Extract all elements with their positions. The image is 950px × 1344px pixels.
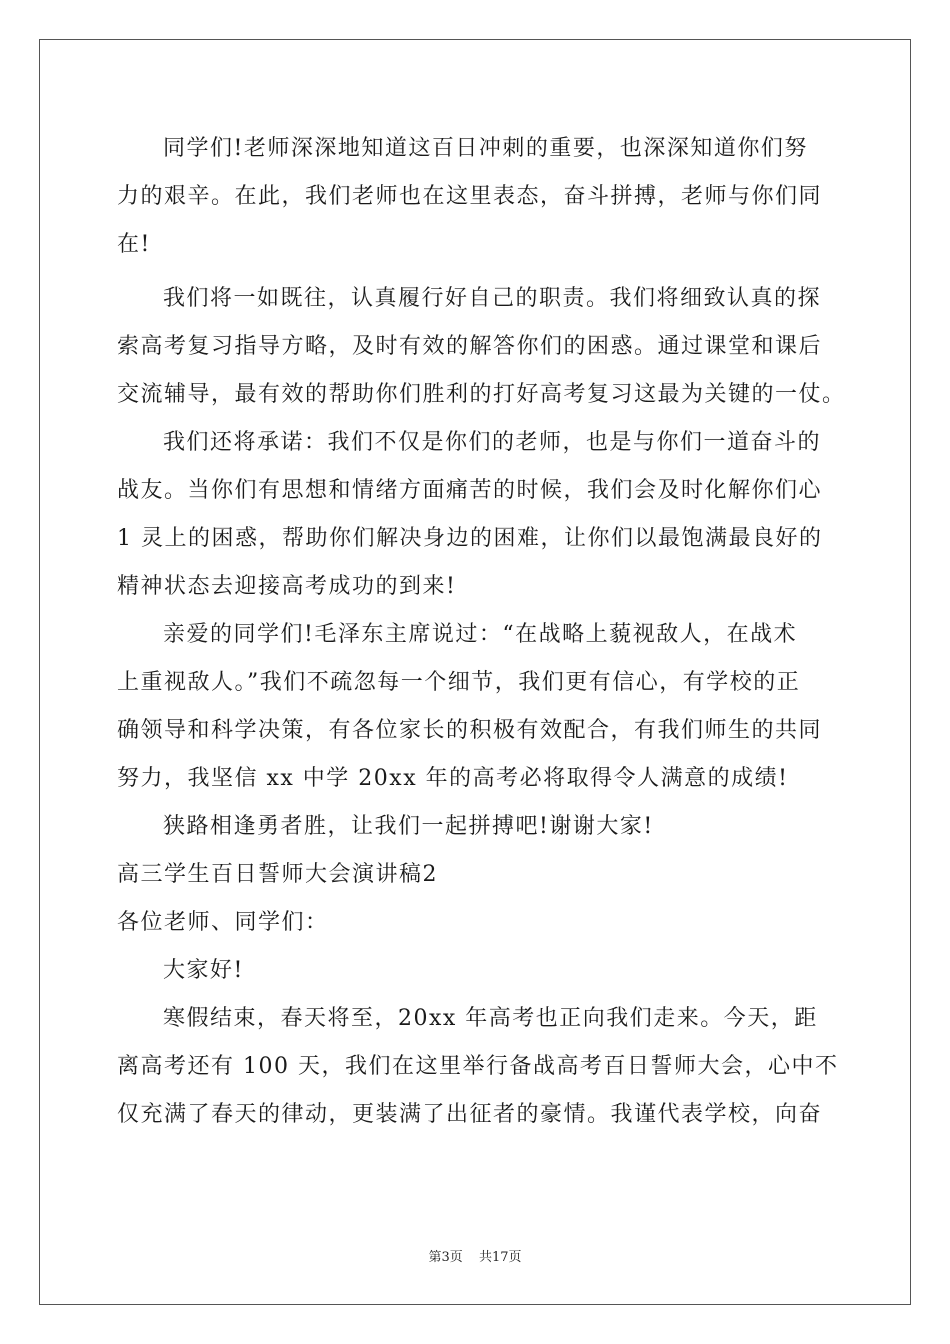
- text-line: 寒假结束，春天将至，20xx 年高考也正向我们走来。今天，距: [163, 1006, 818, 1031]
- text-line: 离高考还有 100 天，我们在这里举行备战高考百日誓师大会，心中不: [117, 1054, 839, 1079]
- page-number: 第3页: [428, 1250, 463, 1265]
- text-line: 努力，我坚信 xx 中学 20xx 年的高考必将取得令人满意的成绩!: [117, 766, 789, 791]
- text-line: 上重视敌人。”我们不疏忽每一个细节，我们更有信心，有学校的正: [117, 670, 801, 695]
- text-line: 亲爱的同学们!毛泽东主席说过：“在战略上藐视敌人，在战术: [163, 622, 798, 647]
- text-line: 力的艰辛。在此，我们老师也在这里表态，奋斗拼搏，老师与你们同: [117, 184, 823, 209]
- text-line: 索高考复习指导方略，及时有效的解答你们的困惑。通过课堂和课后: [117, 334, 823, 359]
- paragraph: [117, 803, 837, 851]
- text-line: 同学们!老师深深地知道这百日冲刺的重要，也深深知道你们努: [163, 136, 808, 161]
- text-line: 确领导和科学决策，有各位家长的积极有效配合，有我们师生的共同: [117, 718, 823, 743]
- paragraph: [117, 275, 846, 419]
- page-footer: [0, 1246, 950, 1265]
- page-total: 共17页: [478, 1250, 522, 1265]
- text-line: 狭路相逢勇者胜，让我们一起拼搏吧!谢谢大家!: [163, 814, 654, 839]
- paragraph: [117, 995, 837, 1139]
- text-line: 在!: [117, 232, 151, 257]
- paragraph: [117, 611, 837, 803]
- text-line: 战友。当你们有思想和情绪方面痛苦的时候，我们会及时化解你们心: [117, 478, 823, 503]
- greeting: 大家好!: [163, 958, 244, 983]
- paragraph: [117, 419, 837, 611]
- text-line: 1 灵上的困惑，帮助你们解决身边的困难，让你们以最饱满最良好的: [117, 526, 823, 551]
- text-line: 仅充满了春天的律动，更装满了出征者的豪情。我谨代表学校，向奋: [117, 1102, 823, 1127]
- document-body: [117, 125, 846, 1139]
- section-heading: 高三学生百日誓师大会演讲稿2: [117, 862, 438, 887]
- text-line: 我们还将承诺：我们不仅是你们的老师，也是与你们一道奋斗的: [163, 430, 822, 455]
- salutation: 各位老师、同学们：: [117, 910, 329, 935]
- text-line: 我们将一如既往，认真履行好自己的职责。我们将细致认真的探: [163, 286, 822, 311]
- paragraph: [117, 125, 837, 269]
- text-line: 精神状态去迎接高考成功的到来!: [117, 574, 457, 599]
- text-line: 交流辅导，最有效的帮助你们胜利的打好高考复习这最为关键的一仗。: [117, 382, 846, 407]
